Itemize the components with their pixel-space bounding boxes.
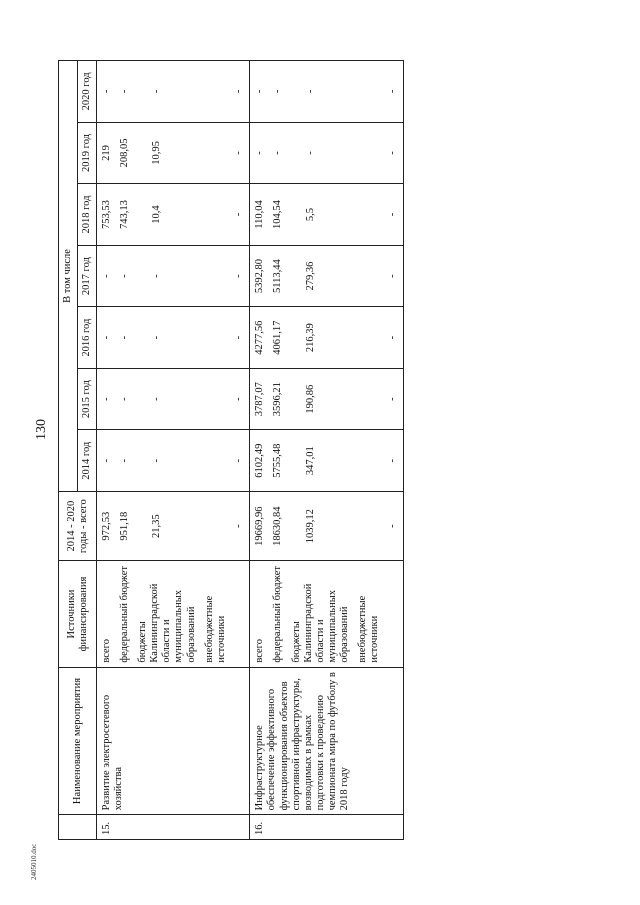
year-value: - — [254, 151, 266, 155]
year-value: - — [304, 89, 316, 94]
year-value: 5,5 — [304, 207, 316, 222]
total-cell — [97, 491, 250, 560]
year-cell — [97, 307, 250, 369]
year-cell — [97, 245, 250, 307]
year-cell — [250, 184, 403, 246]
year-value: 5113,44 — [272, 259, 284, 293]
total-cell — [250, 491, 403, 560]
header-year: 2017 год — [78, 245, 97, 307]
header-year: 2020 год — [78, 61, 97, 123]
year-value: 6102,49 — [254, 443, 266, 478]
year-value: - — [386, 335, 398, 340]
financing-table — [58, 60, 404, 840]
row-number: 16. — [250, 815, 403, 840]
year-cell — [250, 61, 403, 123]
year-value: - — [386, 151, 398, 155]
table-row — [97, 61, 250, 840]
year-value: - — [386, 458, 398, 463]
source-text: бюджеты Калининградской области и муниципальных образований — [290, 583, 350, 663]
year-value: - — [233, 274, 245, 278]
year-value: - — [101, 458, 113, 463]
source-cell — [97, 561, 250, 667]
source-text: всего — [254, 639, 266, 663]
year-value: 10,95 — [151, 141, 163, 165]
year-value: - — [386, 274, 398, 278]
header-in-total: В том числе — [59, 61, 78, 492]
footer-file-name: 2405010.doc — [30, 843, 38, 880]
year-value: - — [151, 397, 163, 401]
year-value: - — [151, 458, 163, 463]
year-value: 4277,56 — [254, 320, 266, 355]
year-value: - — [101, 274, 113, 278]
year-value: - — [386, 397, 398, 401]
table-body — [97, 61, 404, 840]
year-value: 3596,21 — [272, 382, 284, 417]
year-value: - — [272, 151, 284, 155]
year-value: 10,4 — [151, 205, 163, 224]
measure-name: Развитие электросетевого хозяйства — [97, 667, 250, 815]
total-value: 19669,96 — [254, 506, 266, 546]
year-value: - — [233, 335, 245, 340]
year-cell — [97, 122, 250, 184]
year-value: - — [119, 458, 131, 463]
year-value: - — [386, 212, 398, 217]
year-value: - — [304, 151, 316, 155]
year-value: - — [151, 335, 163, 340]
year-value: - — [101, 89, 113, 94]
year-value: - — [119, 274, 131, 278]
header-year: 2014 год — [78, 430, 97, 492]
source-cell — [250, 561, 403, 667]
total-value: 951,18 — [119, 511, 131, 541]
year-value: - — [233, 89, 245, 94]
page-number: 130 — [34, 419, 49, 440]
total-value: 21,35 — [151, 514, 163, 538]
year-value: - — [386, 89, 398, 94]
year-cell — [97, 368, 250, 430]
year-value: - — [233, 458, 245, 463]
year-value: - — [119, 397, 131, 401]
header-name: Наименование мероприятия — [59, 667, 97, 815]
year-value: 216,39 — [304, 323, 316, 353]
year-value: - — [101, 335, 113, 340]
year-cell — [250, 430, 403, 492]
year-cell — [97, 184, 250, 246]
year-cell — [250, 245, 403, 307]
year-value: 753,53 — [101, 200, 113, 229]
row-number: 15. — [97, 815, 250, 840]
year-value: - — [151, 89, 163, 94]
year-value: 3787,07 — [254, 382, 266, 417]
measure-name: Инфраструктурное обеспечение эффективного функционирования объектов спортивной инфраструктуры, возводимых в рамках подготовки к проведению чемпионата мира по футболу в 2018 году — [250, 667, 403, 815]
year-value: 208,05 — [119, 138, 131, 168]
year-cell — [250, 307, 403, 369]
year-cell — [97, 430, 250, 492]
total-value: 1039,12 — [304, 509, 316, 544]
year-value: 110,04 — [254, 200, 266, 229]
year-value: - — [272, 89, 284, 94]
table-header — [59, 61, 97, 840]
year-value: - — [254, 89, 266, 94]
year-value: 5755,48 — [272, 443, 284, 478]
source-text: внебюджетные источники — [203, 595, 227, 663]
header-source: Источники финансирования — [59, 561, 97, 667]
year-value: 279,36 — [304, 261, 316, 291]
year-value: 5392,80 — [254, 259, 266, 294]
source-text: федеральный бюджет — [272, 566, 284, 663]
year-value: - — [119, 89, 131, 94]
source-text: всего — [101, 639, 113, 663]
year-value: - — [233, 397, 245, 401]
rotated-table-container — [58, 60, 538, 840]
source-text: бюджеты Калининградской области и муниципальных образований — [137, 583, 197, 663]
year-value: - — [233, 151, 245, 155]
year-value: 219 — [101, 145, 113, 161]
year-value: 347,01 — [304, 446, 316, 476]
header-total: 2014 - 2020 годы - всего — [59, 491, 97, 560]
year-value: - — [233, 212, 245, 217]
total-value: 18630,84 — [272, 506, 284, 546]
year-cell — [250, 122, 403, 184]
year-value: 743,13 — [119, 200, 131, 229]
header-year: 2016 год — [78, 307, 97, 369]
total-value: 972,53 — [101, 511, 113, 541]
year-value: 104,54 — [272, 200, 284, 229]
table-row — [250, 61, 403, 840]
year-cell — [250, 368, 403, 430]
total-value: - — [233, 524, 245, 528]
source-text: внебюджетные источники — [356, 595, 380, 663]
total-value: - — [386, 524, 398, 528]
year-value: - — [119, 335, 131, 340]
header-year: 2019 год — [78, 122, 97, 184]
source-text: федеральный бюджет — [119, 566, 131, 663]
header-year: 2018 год — [78, 184, 97, 246]
year-value: 4061,17 — [272, 320, 284, 355]
year-value: - — [101, 397, 113, 401]
year-cell — [97, 61, 250, 123]
header-year: 2015 год — [78, 368, 97, 430]
year-value: - — [151, 274, 163, 278]
year-value: 190,86 — [304, 384, 316, 414]
header-num — [59, 815, 97, 840]
